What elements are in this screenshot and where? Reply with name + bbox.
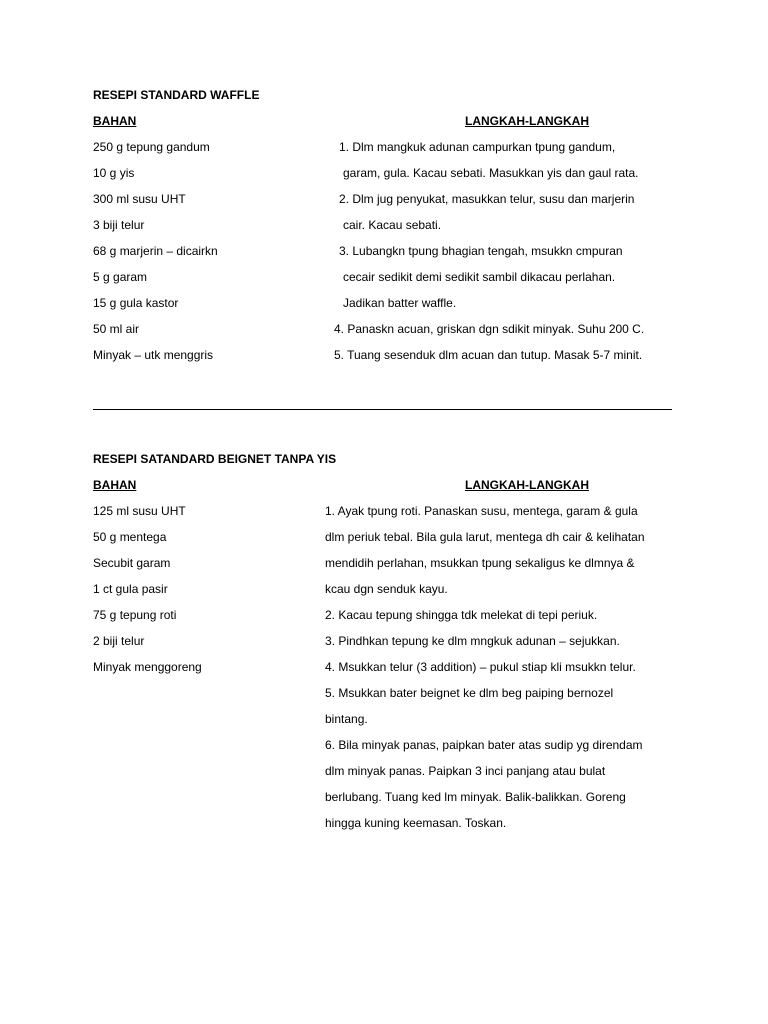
recipe2-step: bintang. bbox=[325, 712, 368, 726]
recipe1-step: Jadikan batter waffle. bbox=[343, 296, 457, 310]
recipe1-ingredient: 50 ml air bbox=[93, 322, 140, 336]
recipe2-ingredient: 1 ct gula pasir bbox=[93, 582, 168, 596]
recipe2-step: hingga kuning keemasan. Toskan. bbox=[325, 816, 507, 830]
recipe2-step: 4. Msukkan telur (3 addition) – pukul stiap kli msukkn telur. bbox=[325, 660, 636, 674]
recipe2-ingredient: 75 g tepung roti bbox=[93, 608, 177, 622]
recipe1-ingredient: Minyak – utk menggris bbox=[93, 348, 214, 362]
recipe1-step: cair. Kacau sebati. bbox=[343, 218, 442, 232]
recipe1-title: RESEPI STANDARD WAFFLE bbox=[93, 88, 260, 102]
recipe1-ingredient: 15 g gula kastor bbox=[93, 296, 179, 310]
recipe2-step: 6. Bila minyak panas, paipkan bater atas sudip yg direndam bbox=[325, 738, 643, 752]
recipe1-steps-header: LANGKAH-LANGKAH bbox=[465, 114, 589, 128]
recipe2-step: 3. Pindhkan tepung ke dlm mngkuk adunan – sejukkan. bbox=[325, 634, 620, 648]
recipe2-step: mendidih perlahan, msukkan tpung sekaligus ke dlmnya & bbox=[325, 556, 635, 570]
recipe1-step: 4. Panaskn acuan, griskan dgn sdikit minyak. Suhu 200 C. bbox=[334, 322, 645, 336]
recipe2-ingredients-header: BAHAN bbox=[93, 478, 137, 492]
recipe2-ingredient: Secubit garam bbox=[93, 556, 171, 570]
recipe1-ingredients-header: BAHAN bbox=[93, 114, 137, 128]
recipe2-ingredient: 50 g mentega bbox=[93, 530, 167, 544]
recipe2-ingredient: Minyak menggoreng bbox=[93, 660, 202, 674]
recipe2-step: 5. Msukkan bater beignet ke dlm beg paiping bernozel bbox=[325, 686, 614, 700]
recipe1-step: 2. Dlm jug penyukat, masukkan telur, susu dan marjerin bbox=[339, 192, 635, 206]
recipe2-step: dlm periuk tebal. Bila gula larut, mentega dh cair & kelihatan bbox=[325, 530, 645, 544]
recipe2-step: 2. Kacau tepung shingga tdk melekat di tepi periuk. bbox=[325, 608, 598, 622]
recipe1-ingredient: 10 g yis bbox=[93, 166, 135, 180]
recipe1-ingredient: 5 g garam bbox=[93, 270, 148, 284]
recipe1-step: cecair sedikit demi sedikit sambil dikacau perlahan. bbox=[343, 270, 616, 284]
recipe2-step: berlubang. Tuang ked lm minyak. Balik-balikkan. Goreng bbox=[325, 790, 626, 804]
recipe1-step: 5. Tuang sesenduk dlm acuan dan tutup. Masak 5-7 minit. bbox=[334, 348, 643, 362]
recipe2-ingredient: 2 biji telur bbox=[93, 634, 145, 648]
recipe2-step: kcau dgn senduk kayu. bbox=[325, 582, 448, 596]
recipe2-step: 1. Ayak tpung roti. Panaskan susu, mentega, garam & gula bbox=[325, 504, 638, 518]
recipe2-title: RESEPI SATANDARD BEIGNET TANPA YIS bbox=[93, 452, 337, 466]
recipe2-step: dlm minyak panas. Paipkan 3 inci panjang atau bulat bbox=[325, 764, 606, 778]
recipe1-ingredient: 300 ml susu UHT bbox=[93, 192, 186, 206]
recipe1-step: 3. Lubangkn tpung bhagian tengah, msukkn cmpuran bbox=[339, 244, 623, 258]
recipe1-ingredient: 250 g tepung gandum bbox=[93, 140, 210, 154]
section-divider bbox=[93, 409, 672, 410]
recipe1-ingredient: 68 g marjerin – dicairkn bbox=[93, 244, 218, 258]
recipe1-step: 1. Dlm mangkuk adunan campurkan tpung gandum, bbox=[339, 140, 616, 154]
recipe2-ingredient: 125 ml susu UHT bbox=[93, 504, 186, 518]
recipe1-ingredient: 3 biji telur bbox=[93, 218, 145, 232]
recipe2-steps-header: LANGKAH-LANGKAH bbox=[465, 478, 589, 492]
recipe1-step: garam, gula. Kacau sebati. Masukkan yis dan gaul rata. bbox=[343, 166, 639, 180]
